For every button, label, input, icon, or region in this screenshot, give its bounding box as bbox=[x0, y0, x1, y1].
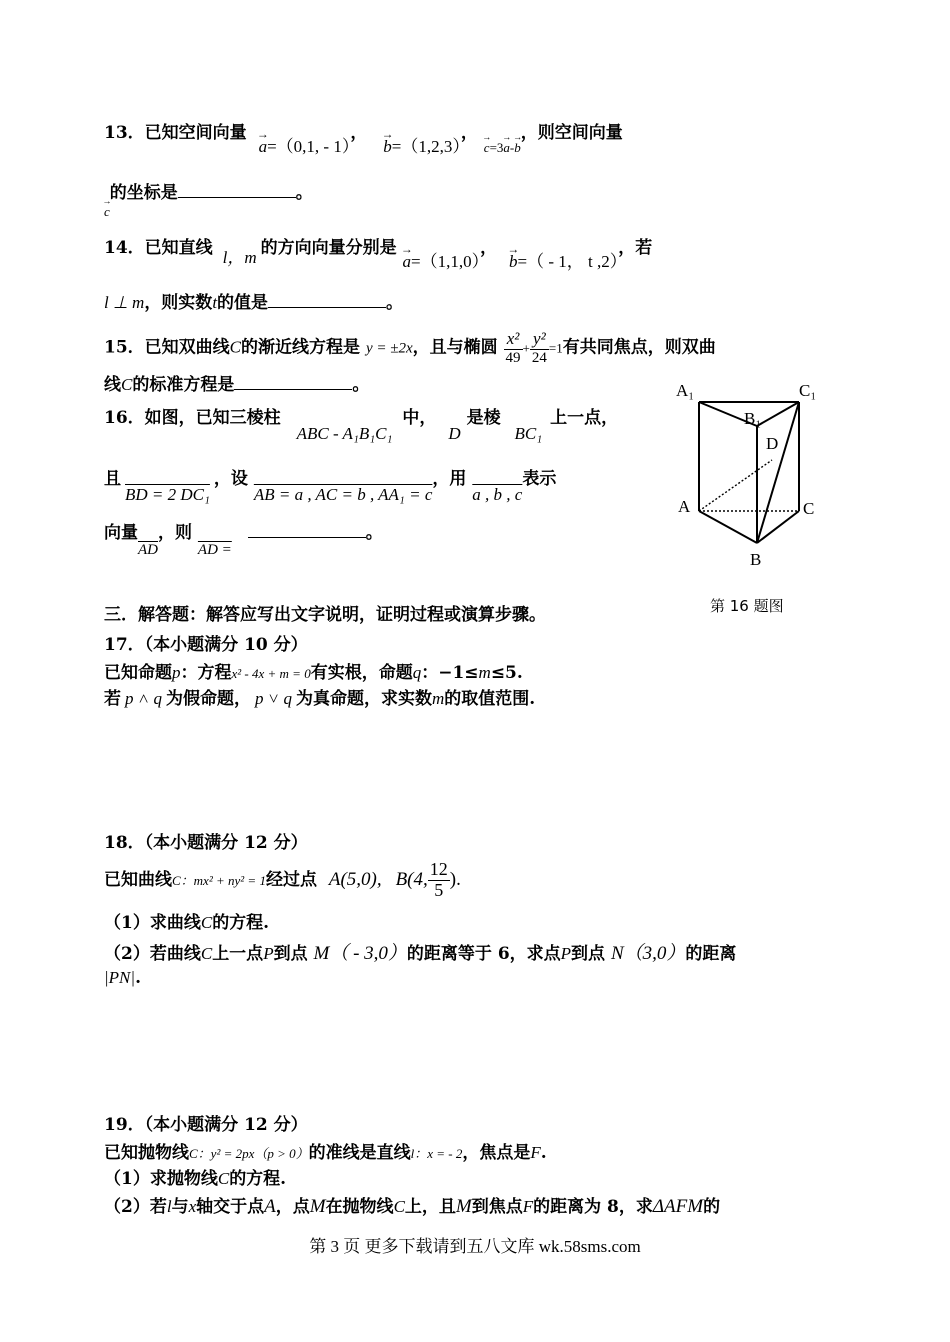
q17-text6: 若 bbox=[104, 689, 121, 709]
q15-C: C bbox=[229, 337, 242, 357]
q19-p2i: 的 bbox=[703, 1197, 721, 1217]
q16-relation: BD = 2 DC₁ bbox=[125, 485, 210, 504]
q14-text2: 的方向向量分别是 bbox=[260, 238, 397, 258]
label-A: A bbox=[678, 497, 691, 516]
p-or-q: p ˅ q bbox=[254, 689, 292, 708]
q18-part1 bbox=[104, 908, 269, 933]
q17-header: 17．（本小题满分 10 分） bbox=[104, 635, 308, 655]
q16-D: D bbox=[448, 424, 461, 443]
vector-b: → b bbox=[383, 137, 392, 157]
q13-text2: ，则空间向量 bbox=[520, 123, 623, 143]
q16-text5: 且 bbox=[104, 469, 121, 489]
denominator: 24 bbox=[531, 349, 547, 366]
q16-text4: 上一点， bbox=[550, 408, 619, 428]
vector-a: → a bbox=[403, 252, 412, 272]
q17-text2: ：方程 bbox=[180, 663, 232, 683]
q13-line1 bbox=[104, 118, 623, 156]
q18-p2a: （2）若曲线 bbox=[104, 944, 201, 964]
q19-p2d: ，点 bbox=[275, 1197, 310, 1217]
q13-b-value: =（1,2,3） bbox=[391, 137, 461, 156]
q19-parabola: C：y² = 2px（p > 0） bbox=[189, 1146, 309, 1161]
q17-text4: ：−1≤ bbox=[421, 663, 479, 683]
q18-p2d: 的距离等于 6，求点 bbox=[406, 944, 561, 964]
q13-c-minus: - bbox=[509, 140, 515, 155]
q18-p2e: 到点 bbox=[571, 944, 606, 964]
q19-p2b: 与 bbox=[171, 1197, 189, 1217]
q19-p2h: 的距离为 8，求 bbox=[533, 1197, 653, 1217]
comma: ， bbox=[480, 238, 498, 258]
fraction-y2-24 bbox=[530, 330, 549, 366]
q18-p1: （1）求曲线 bbox=[104, 913, 201, 933]
q17-line2 bbox=[104, 684, 535, 709]
vector-b: → b bbox=[509, 252, 518, 272]
label-B1: B₁ bbox=[744, 409, 762, 428]
vector-a: → a bbox=[503, 140, 510, 156]
q16-text9: 向量 bbox=[104, 523, 138, 543]
q15-text3: ，且与椭圆 bbox=[412, 337, 498, 358]
q15-text: 已知双曲线 bbox=[144, 337, 230, 358]
q16-prism: ABC - A₁B₁C₁ bbox=[296, 424, 393, 443]
q18-part2 bbox=[104, 938, 736, 965]
q14-line2 bbox=[104, 288, 403, 313]
q16-AD: $\overline{AD}$ bbox=[138, 542, 158, 558]
period: . bbox=[135, 968, 141, 988]
period: . bbox=[540, 1143, 547, 1163]
vector-b: → b bbox=[514, 140, 521, 156]
q18-part2-cont bbox=[104, 968, 141, 988]
q18-p2b: 上一点 bbox=[212, 944, 264, 964]
q19-p2c: 轴交于点 bbox=[196, 1197, 265, 1217]
q17-text9: 的取值范围. bbox=[444, 689, 536, 709]
parabola-C: C bbox=[393, 1197, 405, 1216]
point-M: M（ - 3,0） bbox=[313, 943, 407, 964]
answer-blank[interactable] bbox=[248, 522, 366, 538]
prop-q: q bbox=[412, 663, 422, 682]
point-P: P bbox=[263, 944, 274, 963]
q15-number: 15． bbox=[104, 337, 145, 358]
q15-text4: 有共同焦点，则双曲 bbox=[562, 337, 716, 358]
p-and-q: p ˄ q bbox=[125, 689, 162, 708]
q16-AD-eq: AD = bbox=[197, 542, 232, 558]
q16-line3 bbox=[104, 518, 383, 558]
line-l: l bbox=[166, 1197, 172, 1216]
q18-text2: 经过点 bbox=[265, 869, 317, 890]
q16-text8: 表示 bbox=[522, 469, 557, 489]
q17-line1 bbox=[104, 658, 523, 683]
q19-text2: 的准线是直线 bbox=[308, 1143, 411, 1163]
q16-text10: ，则 bbox=[158, 523, 192, 543]
comma: ， bbox=[460, 123, 478, 143]
q13-number: 13． bbox=[104, 123, 145, 143]
q16-abc: a , b , c bbox=[472, 485, 523, 504]
q18-line1 bbox=[104, 860, 461, 901]
vector-a: → a bbox=[259, 137, 268, 157]
q19-text3: ，焦点是 bbox=[462, 1143, 531, 1163]
q14-b-value: =（ - 1， t ,2） bbox=[517, 252, 619, 271]
parabola-C: C bbox=[217, 1169, 230, 1188]
q16-text7: ，用 bbox=[432, 469, 467, 489]
q17-text8: 为真命题，求实数 bbox=[295, 689, 432, 709]
focus-F: F bbox=[530, 1143, 541, 1162]
q15-asymptote: y = ±2x bbox=[365, 340, 413, 357]
numerator: x² bbox=[504, 330, 523, 350]
point-A: A(5,0), bbox=[328, 868, 382, 890]
answer-blank[interactable] bbox=[268, 292, 386, 308]
q13-text3: 的坐标是 bbox=[109, 183, 178, 203]
triangle-AFM: ΔAFM bbox=[652, 1196, 704, 1217]
q14-text3: ，若 bbox=[618, 238, 653, 258]
vector-c: → c bbox=[484, 140, 490, 156]
figure-caption: 第 16 题图 bbox=[710, 597, 784, 615]
plus: + bbox=[522, 340, 530, 356]
q19-p2a: （2）若 bbox=[104, 1197, 167, 1217]
edge-BC bbox=[757, 511, 799, 543]
vector-c: → c bbox=[104, 204, 110, 220]
curve-C: C bbox=[200, 913, 213, 932]
q13-text: 已知空间向量 bbox=[144, 123, 247, 143]
q17-equation: x² - 4x + m = 0 bbox=[231, 666, 311, 681]
q16-line2 bbox=[104, 464, 557, 504]
q19-p2e: 在抛物线 bbox=[325, 1197, 394, 1217]
answer-blank[interactable] bbox=[178, 182, 296, 198]
q18-curve: C：mx² + ny² = 1 bbox=[172, 872, 266, 888]
denominator: 49 bbox=[505, 349, 521, 366]
q18-p2f: 的距离 bbox=[685, 944, 737, 964]
q13-line2 bbox=[104, 178, 313, 219]
q16-BC1: BC₁ bbox=[514, 424, 543, 443]
q19-text: 已知抛物线 bbox=[104, 1143, 189, 1163]
equals-one: =1 bbox=[548, 340, 563, 356]
q17-text5: ≤5. bbox=[490, 663, 523, 683]
q18-text: 已知曲线 bbox=[104, 869, 172, 890]
fraction-x2-49 bbox=[504, 330, 523, 366]
q14-line1 bbox=[104, 233, 653, 271]
period: 。 bbox=[365, 523, 383, 543]
q15-line2 bbox=[104, 370, 369, 395]
label-A1: A₁ bbox=[676, 381, 695, 400]
q19-line1 bbox=[104, 1138, 547, 1163]
q14-lines: l，m bbox=[222, 248, 257, 267]
label-C: C bbox=[803, 499, 815, 518]
q19-p1: （1）求抛物线 bbox=[104, 1169, 218, 1189]
point-A: A bbox=[264, 1196, 276, 1217]
q14-text: 已知直线 bbox=[144, 238, 213, 258]
point-B-close: ). bbox=[449, 868, 461, 890]
distance-PN: |PN| bbox=[104, 968, 136, 987]
q15-C: C bbox=[121, 375, 133, 394]
q16-definitions: AB = a , AC = b , AA₁ = c bbox=[253, 485, 433, 504]
q19-header: 19．（本小题满分 12 分） bbox=[104, 1115, 308, 1135]
point-P: P bbox=[560, 944, 572, 963]
axis-x: x bbox=[188, 1197, 197, 1216]
label-B: B bbox=[750, 550, 762, 569]
q16-text6: ，设 bbox=[213, 469, 248, 489]
q13-a-value: =（0,1, - 1） bbox=[267, 137, 351, 156]
point-M: M bbox=[309, 1196, 326, 1217]
fraction-12-5 bbox=[428, 860, 450, 901]
edge-AB bbox=[699, 511, 757, 543]
q16-number: 16． bbox=[104, 408, 145, 428]
q14-perp: l ⊥ m bbox=[104, 293, 145, 312]
q14-a-value: =（1,1,0） bbox=[411, 252, 481, 271]
period: 。 bbox=[386, 293, 404, 313]
q14-t: t bbox=[212, 293, 218, 312]
q15-line1 bbox=[104, 330, 716, 366]
q15-text2: 的渐近线方程是 bbox=[241, 337, 361, 358]
denominator: 5 bbox=[434, 879, 444, 900]
var-m: m bbox=[431, 689, 445, 708]
label-C1: C₁ bbox=[799, 381, 817, 400]
section-heading: 三．解答题：解答应写出文字说明，证明过程或演算步骤。 bbox=[104, 605, 546, 625]
q17-text7: 为假命题， bbox=[165, 689, 251, 709]
label-D: D bbox=[766, 434, 779, 453]
var-m: m bbox=[478, 663, 491, 682]
q14-text4: ，则实数 bbox=[144, 293, 213, 313]
q19-p1b: 的方程. bbox=[229, 1169, 287, 1189]
q16-text: 如图，已知三棱柱 bbox=[144, 408, 281, 428]
q16-text3: 是棱 bbox=[466, 408, 501, 428]
period: 。 bbox=[295, 183, 313, 203]
triangular-prism-figure bbox=[672, 378, 832, 578]
q15-text6: 的标准方程是 bbox=[132, 375, 235, 395]
period: 。 bbox=[352, 375, 370, 395]
page-footer: 第 3 页 更多下载请到五八文库 wk.58sms.com bbox=[309, 1237, 641, 1256]
q19-part2 bbox=[104, 1192, 720, 1218]
answer-blank[interactable] bbox=[234, 374, 352, 390]
q19-part1 bbox=[104, 1164, 286, 1189]
numerator: 12 bbox=[429, 859, 448, 879]
point-B: B(4, bbox=[395, 868, 428, 890]
comma: ， bbox=[350, 123, 368, 143]
point-M: M bbox=[455, 1196, 472, 1217]
q17-text: 已知命题 bbox=[104, 663, 172, 683]
point-N: N（3,0） bbox=[610, 943, 686, 964]
q18-p1b: 的方程. bbox=[212, 913, 270, 933]
segment-AD-hidden bbox=[699, 460, 772, 511]
q16-line1 bbox=[104, 403, 619, 443]
focus-F: F bbox=[522, 1197, 534, 1216]
q19-directrix: l：x = - 2 bbox=[410, 1146, 463, 1161]
q13-c-expr: =3 bbox=[489, 140, 504, 155]
q19-p2g: 到焦点 bbox=[471, 1197, 523, 1217]
q14-number: 14． bbox=[104, 238, 145, 258]
q19-p2f: 上，且 bbox=[404, 1197, 456, 1217]
q17-text3: 有实根，命题 bbox=[310, 663, 413, 683]
q14-text5: 的值是 bbox=[217, 293, 269, 313]
q16-text2: 中， bbox=[402, 408, 437, 428]
q18-header: 18．（本小题满分 12 分） bbox=[104, 833, 308, 853]
q15-text5: 线 bbox=[104, 375, 121, 395]
numerator: y² bbox=[530, 330, 549, 350]
curve-C: C bbox=[200, 944, 213, 963]
prop-p: p bbox=[172, 663, 181, 682]
q18-p2c: 到点 bbox=[273, 944, 308, 964]
